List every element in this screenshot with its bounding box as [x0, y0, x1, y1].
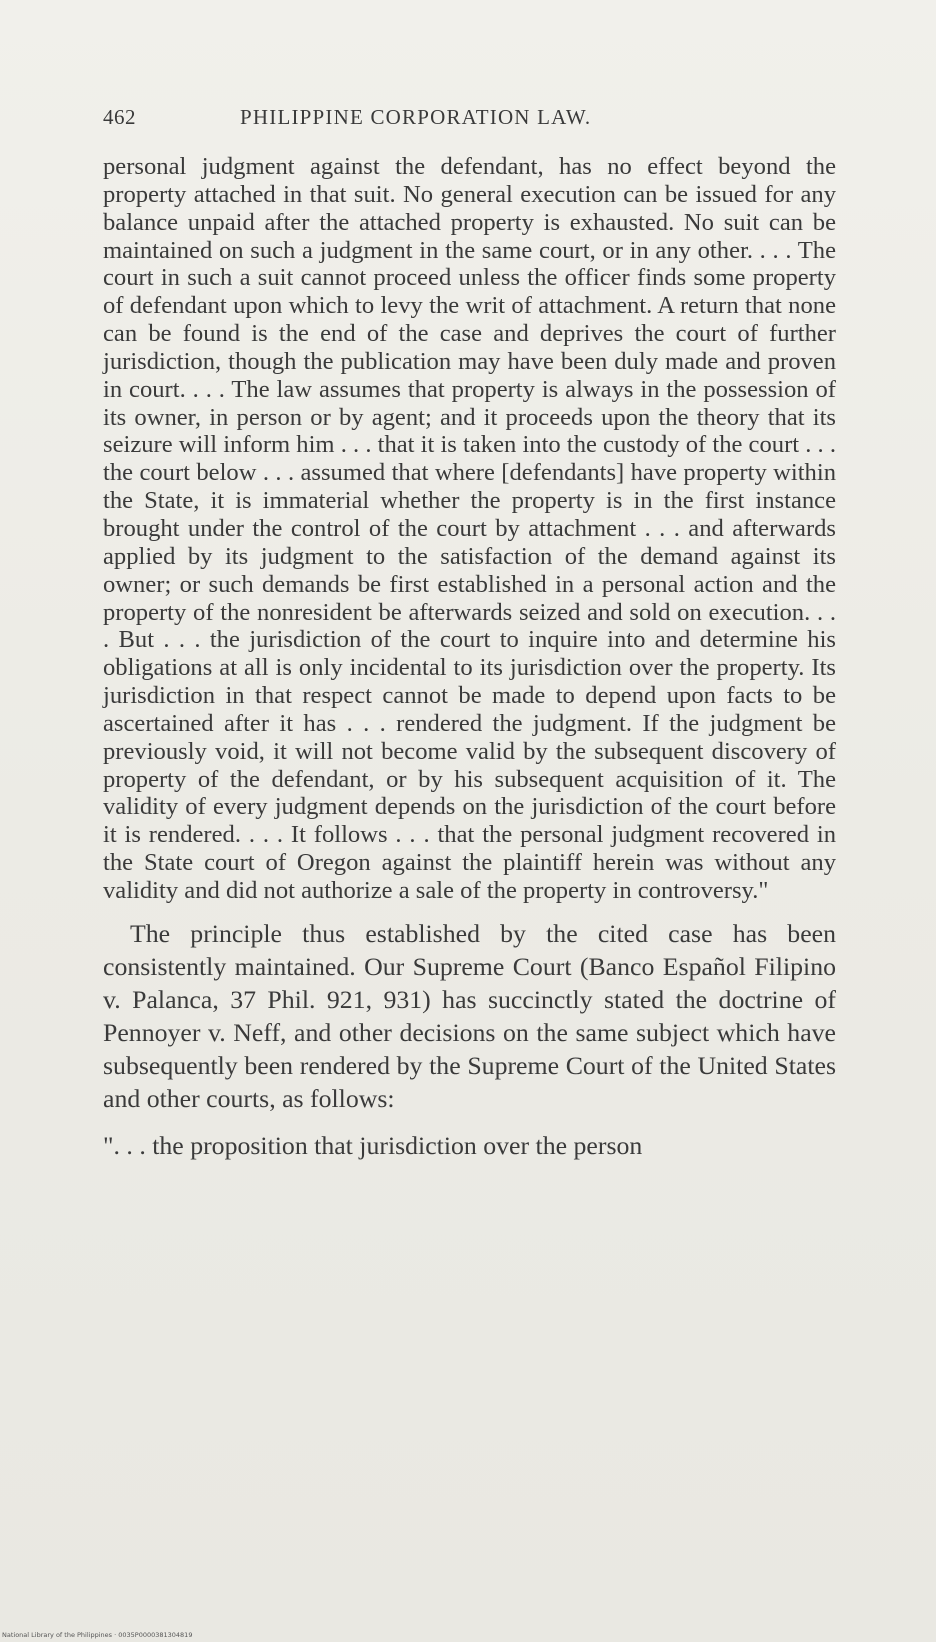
body-text [103, 153, 836, 1162]
running-title: PHILIPPINE CORPORATION LAW. [240, 105, 592, 129]
library-imprint: National Library of the Philippines · 0035P0000381304819 [2, 1631, 193, 1639]
page-number: 462 [103, 105, 136, 129]
quoted-passage: personal judgment against the defendant, has no effect beyond the property attached in that suit. No general execution can be issued for any balance unpaid after the attached property is exhausted. No suit can be maintained on such a judgment in the same court, or in any other. . . . The court in such a suit cannot proceed unless the officer finds some property of defendant upon which to levy the writ of attachment. A return that none can be found is the end of the case and deprives the court of further jurisdiction, though the publication may have been duly made and proven in court. . . . The law assumes that property is always in the possession of its owner, in person or by agent; and it proceeds upon the theory that its seizure will inform him . . . that it is taken into the custody of the court . . . the court below . . . assumed that where [defendants] have property within the State, it is immaterial whether the property is in the first instance brought under the control of the court by attachment . . . and afterwards applied by its judgment to the satisfaction of the demand against its owner; or such demands be first established in a personal action and the property of the nonresident be afterwards seized and sold on execution. . . . But . . . the jurisdiction of the court to inquire into and determine his obligations at all is only incidental to its jurisdiction over the property. Its jurisdiction in that respect cannot be made to depend upon facts to be ascertained after it has . . . rendered the judgment. If the judgment be previously void, it will not become valid by the subsequent discovery of property of the defendant, or by his subsequent acquisition of it. The validity of every judgment depends on the jurisdiction of the court before it is rendered. . . . It follows . . . that the personal judgment recovered in the State court of Oregon against the plaintiff herein was without any validity and did not authorize a sale of the property in controversy." [103, 153, 836, 904]
running-head [103, 105, 833, 135]
quote-opening-line: ". . . the proposition that jurisdiction over the person [103, 1130, 643, 1160]
body-paragraph: The principle thus established by the cited case has been consistently maintained. Our Supreme Court (Banco Español Filipino v. Palanca, 37 Phil. 921, 931) has succinctly stated the doctrine of Pennoyer v. Neff, and other decisions on the same subject which have subsequently been rendered by the Supreme Court of the United States and other courts, as follows: [103, 918, 836, 1113]
